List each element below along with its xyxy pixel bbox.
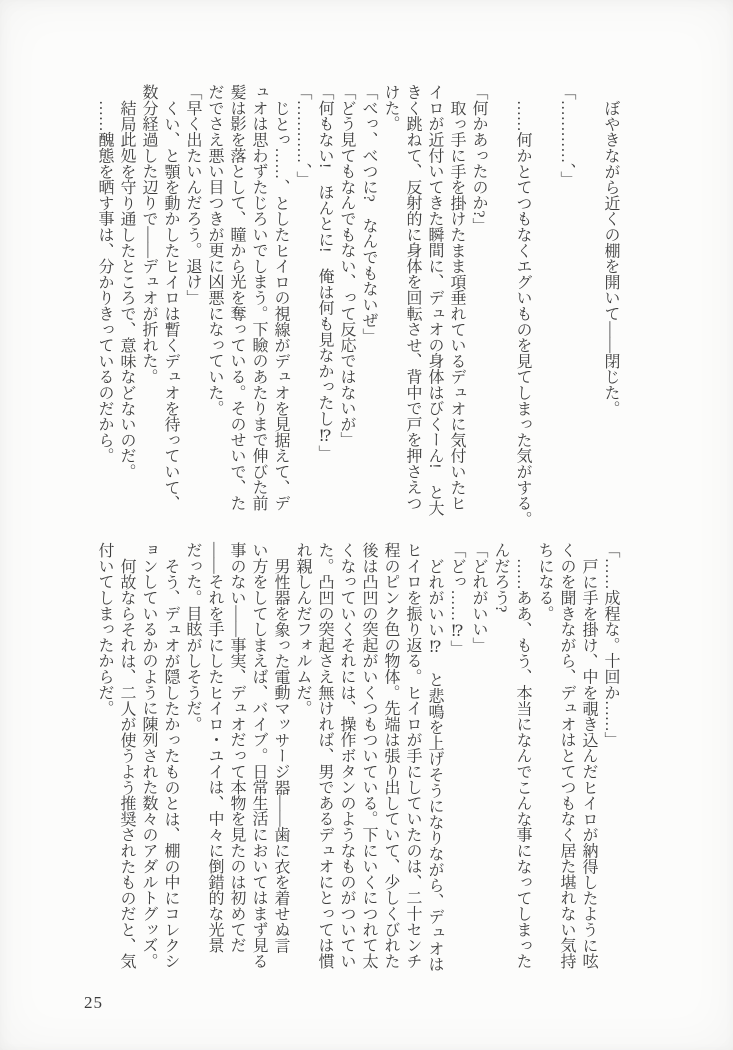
- text-line: ぼやきながら近くの棚を開いて――閉じた。: [602, 100, 619, 417]
- text-line: くい、と顎を動かしたヒイロは暫くデュオを待っていて、: [162, 100, 179, 511]
- text-line: ュオは思わずたじろいでしまう。下瞼のあたりまで伸びた前: [250, 84, 267, 511]
- text-line: 取っ手に手を掛けたまま項垂れているデュオに気付いたヒ: [448, 100, 465, 511]
- text-line: ……ああ、もう、本当になんでこんな事になってしまった: [514, 558, 531, 969]
- text-line: イロが近付いてきた瞬間に、デュオの身体はびくーん! と大: [426, 84, 443, 516]
- text-line: んだろう?: [492, 542, 509, 613]
- text-line: 結局此処を守り通したところで、意味などないのだ。: [118, 100, 135, 480]
- text-line: だでさえ悪い目つきが更に凶悪になっていた。: [206, 84, 223, 416]
- text-line: じとっ……、としたヒイロの視線がデュオを見据えて、デ: [272, 100, 289, 511]
- text-line: 男性器を象った電動マッサージ器――歯に衣を着せぬ言: [272, 558, 289, 953]
- dialogue-line: 「何もない! ほんとに! 俺は何も見なかったし⁉」: [316, 84, 333, 461]
- text-line: 数分経過した辺りで――デュオが折れた。: [140, 84, 157, 385]
- text-line: くなっていくそれには、操作ボタンのようなものがついてい: [338, 542, 355, 969]
- text-line: 程のピンク色の物体。先端は張り出していて、少しくびれた: [382, 542, 399, 969]
- blank-line: [489, 84, 511, 520]
- blank-line: [533, 84, 555, 520]
- page-number: 25: [84, 993, 103, 1012]
- text-line: ……醜態を晒す事は、分かりきっているのだから。: [96, 100, 113, 464]
- text-line: 何故ならそれは、二人が使うよう推奨されたものだと、気: [118, 558, 135, 969]
- blank-line: [577, 84, 599, 520]
- dialogue-line: 「どう見てもなんでもない、って反応ではないが」: [338, 84, 355, 448]
- text-line: どれがいい⁉ と悲鳴を上げそうになりながら、デュオは: [426, 558, 443, 972]
- dialogue-line: 「べっ、べつに? なんでもないぜ」: [360, 84, 377, 344]
- text-line: ……何かとてつもなくエグいものを見てしまった気がする。: [514, 100, 531, 527]
- dialogue-line: 「早く出たいんだろう。退け」: [184, 84, 201, 306]
- text-line: ――それを手にしたヒイロ・ユイは、中々に倒錯的な光景: [206, 542, 223, 953]
- text-line: い方をしてしまえば、バイブ。日常生活においてはまず見る: [250, 542, 267, 969]
- text-line: ヒイロを振り返る。ヒイロが手にしていたのは、二十センチ: [404, 542, 421, 969]
- text-line: そう、デュオが隠したかったものとは、棚の中にコレクシ: [162, 558, 179, 969]
- text-line: けた。: [382, 84, 399, 132]
- text-line: だった。目眩がしそうだ。: [184, 542, 201, 732]
- text-line: きく跳ねて、反射的に身体を回転させ、背中で戸を押さえつ: [404, 84, 421, 511]
- text-line: ョンしているかのように陳列された数々のアダルトグッズ。: [140, 542, 157, 969]
- text-line: ちになる。: [536, 542, 553, 622]
- text-line: 後は凸凹の突起がいくつもついている。下にいくにつれて太: [360, 542, 377, 969]
- text-line: れ親しんだフォルムだ。: [294, 542, 311, 716]
- text-block-lower: [93, 542, 621, 978]
- dialogue-line: 「何かあったのか?」: [470, 84, 487, 234]
- text-line: 付いてしまったからだ。: [96, 542, 113, 716]
- text-line: 戸に手を掛け、中を覗き込んだヒイロが納得したように呟: [580, 558, 597, 969]
- text-line: くのを聞きながら、デュオはとてつもなく居た堪れない気持: [558, 542, 575, 969]
- dialogue-line: 「どっ……⁉」: [448, 542, 465, 656]
- text-block-upper: [93, 84, 621, 527]
- dialogue-line: 「…………、」: [558, 84, 575, 187]
- text-line: 事のない――事実、デュオだって本物を見たのは初めてだ: [228, 542, 245, 953]
- text-line: た。凸凹の突起さえ無ければ、男であるデュオにとっては慣: [316, 542, 333, 969]
- text-line: 髪は影を落として、瞳から光を奪っている。そのせいで、た: [228, 84, 245, 511]
- dialogue-line: 「どれがいい」: [470, 542, 487, 653]
- dialogue-line: 「…………、」: [294, 84, 311, 187]
- dialogue-line: 「……成程な。十回か……」: [602, 542, 619, 748]
